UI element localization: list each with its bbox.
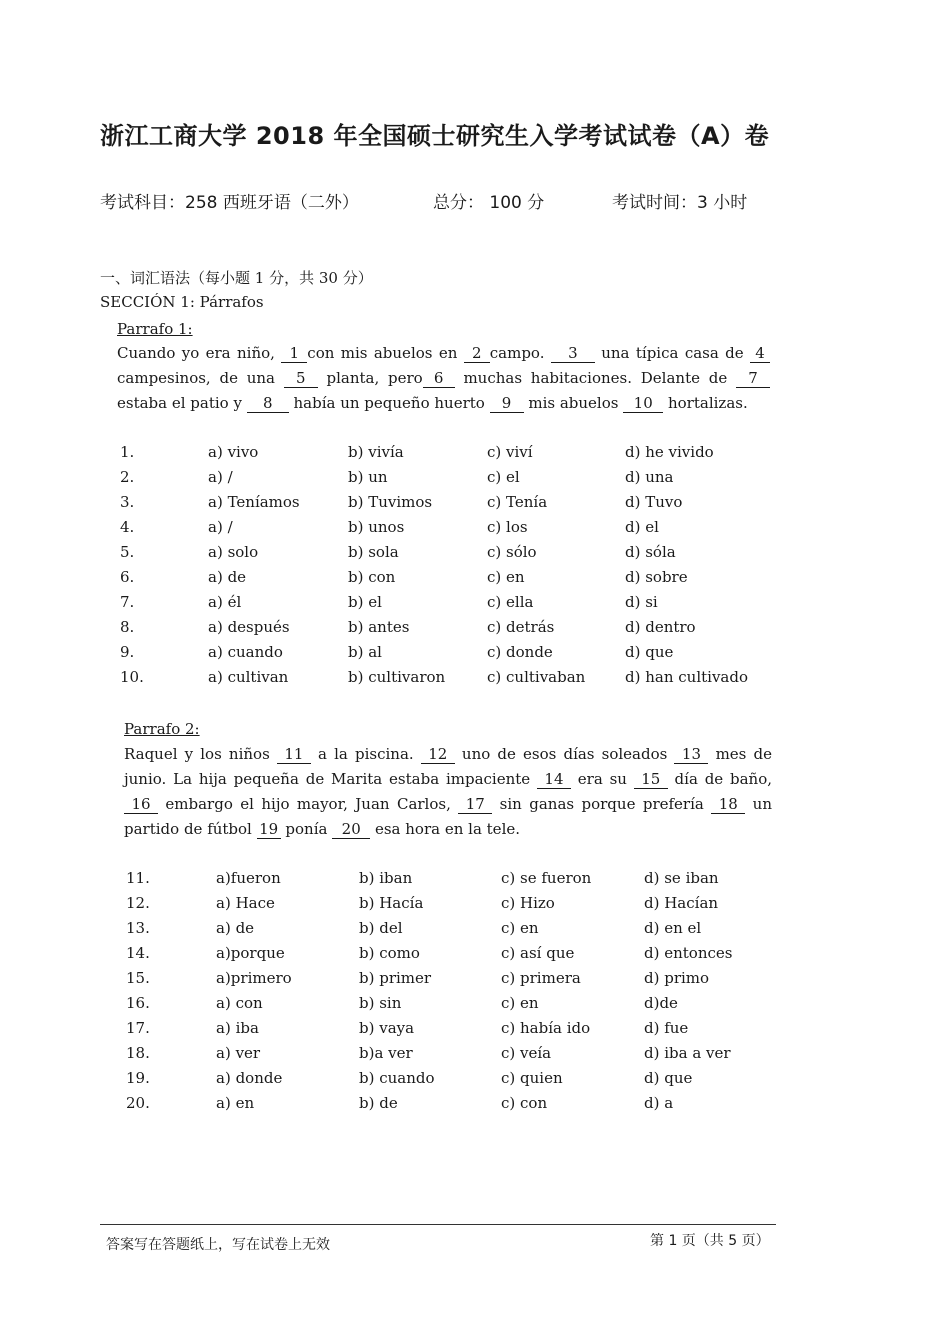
blank-15: 15 xyxy=(634,771,668,789)
options-group-1 xyxy=(120,443,760,693)
question-row: 13. a) de b) del c) en d) en el xyxy=(126,919,702,937)
exam-subject: 考试科目：258 西班牙语（二外） xyxy=(100,193,359,213)
blank-18: 18 xyxy=(711,796,745,814)
paragraph-1-text: Cuando yo era niño, 1 con mis abuelos en 2 campo. 3 una típica casa de 4 campesinos, de una 5 planta, pero 6 muchas habitaciones. Delante de 7estaba el patio y 8 había un pequeño huerto 9 mis abuelos 10 hortalizas. xyxy=(117,341,770,416)
blank-3: 3 xyxy=(551,345,595,363)
blank-1: 1 xyxy=(281,345,307,363)
question-row: 14. a)porque b) como c) así que d) entonces xyxy=(126,944,733,962)
question-row: 12. a) Hace b) Hacía c) Hizo d) Hacían xyxy=(126,894,719,912)
blank-16: 16 xyxy=(124,796,158,814)
question-row: 3. a) Teníamos b) Tuvimos c) Tenía d) Tuvo xyxy=(120,493,683,511)
question-row: 10. a) cultivan b) cultivaron c) cultivaban d) han cultivado xyxy=(120,668,748,686)
paragraph-1-label: Parrafo 1: xyxy=(117,320,193,338)
question-row: 11. a)fueron b) iban c) se fueron d) se iban xyxy=(126,869,719,887)
blank-7: 7 xyxy=(736,370,770,388)
blank-14: 14 xyxy=(537,771,571,789)
paragraph-2-text: Raquel y los niños 11 a la piscina. 12 uno de esos días soleados 13 mes de junio. La hija pequeña de Marita estaba impaciente 14 era su 15 día de baño, 16 embargo el hijo mayor, Juan Carlos, 17 sin ganas porque prefería 18 un partido de fútbol 19 ponía 20 esa hora en la tele. xyxy=(124,745,772,838)
question-row: 2. a) / b) un c) el d) una xyxy=(120,468,674,486)
blank-19: 19 xyxy=(257,821,281,839)
blank-13: 13 xyxy=(674,746,708,764)
exam-duration: 考试时间：3 小时 xyxy=(612,193,748,213)
blank-4: 4 xyxy=(750,345,770,363)
question-row: 5. a) solo b) sola c) sólo d) sóla xyxy=(120,543,676,561)
blank-6: 6 xyxy=(423,370,455,388)
question-row: 7. a) él b) el c) ella d) si xyxy=(120,593,658,611)
blank-2: 2 xyxy=(464,345,490,363)
question-row: 18. a) ver b)a ver c) veía d) iba a ver xyxy=(126,1044,731,1062)
question-row: 1. a) vivo b) vivía c) viví d) he vivido xyxy=(120,443,714,461)
paragraph-2-label: Parrafo 2: xyxy=(124,720,200,738)
question-row: 19. a) donde b) cuando c) quien d) que xyxy=(126,1069,693,1087)
blank-10: 10 xyxy=(623,395,663,413)
blank-8: 8 xyxy=(247,395,289,413)
blank-11: 11 xyxy=(277,746,311,764)
blank-12: 12 xyxy=(421,746,455,764)
section-subheading: SECCIÓN 1: Párrafos xyxy=(100,293,264,311)
options-group-2 xyxy=(126,869,766,1119)
question-row: 15. a)primero b) primer c) primera d) primo xyxy=(126,969,710,987)
blank-20: 20 xyxy=(332,821,370,839)
blank-17: 17 xyxy=(458,796,492,814)
question-row: 6. a) de b) con c) en d) sobre xyxy=(120,568,688,586)
blank-9: 9 xyxy=(490,395,524,413)
exam-total-score: 总分： 100 分 xyxy=(433,193,545,213)
question-row: 17. a) iba b) vaya c) había ido d) fue xyxy=(126,1019,689,1037)
section-heading: 一、词汇语法（每小题 1 分，共 30 分） xyxy=(100,269,373,287)
question-row: 4. a) / b) unos c) los d) el xyxy=(120,518,659,536)
footer-divider xyxy=(100,1224,776,1225)
question-row: 9. a) cuando b) al c) donde d) que xyxy=(120,643,674,661)
blank-5: 5 xyxy=(284,370,318,388)
question-row: 20. a) en b) de c) con d) a xyxy=(126,1094,674,1112)
question-row: 16. a) con b) sin c) en d)de xyxy=(126,994,678,1012)
page-number: 第 1 页（共 5 页） xyxy=(650,1233,770,1249)
page-title: 浙江工商大学 2018 年全国硕士研究生入学考试试卷（A）卷 xyxy=(100,122,770,150)
footer-note: 答案写在答题纸上，写在试卷上无效 xyxy=(106,1237,330,1253)
question-row: 8. a) después b) antes c) detrás d) dentro xyxy=(120,618,696,636)
